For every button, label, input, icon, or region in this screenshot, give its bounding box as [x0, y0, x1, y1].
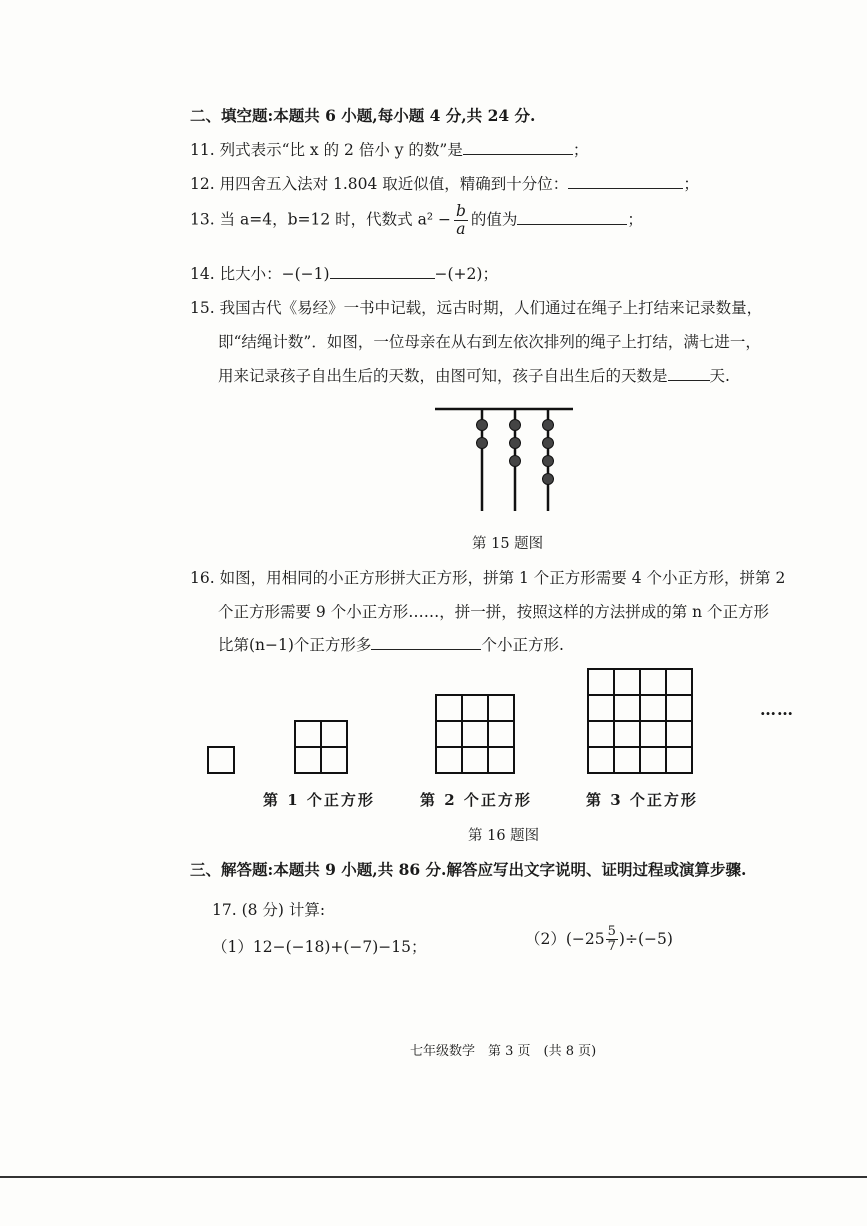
q17-part2: [525, 925, 673, 955]
q15-line3-text: 用来记录孩子自出生后的天数，由图可知，孩子自出生后的天数是: [218, 367, 668, 385]
page-bottom-border: [0, 1176, 867, 1178]
q11-answer-blank[interactable]: [463, 140, 573, 155]
grid-cell: [208, 747, 234, 773]
question-13: [190, 203, 643, 238]
grid-cell: [588, 669, 614, 695]
square-grid-4x4: [588, 669, 692, 773]
square-grid-3x3: [436, 695, 514, 773]
rope-knot: [543, 420, 554, 431]
rope-knot: [543, 474, 554, 485]
q14-prefix: 14. 比大小：−(−1): [190, 265, 330, 283]
q17-title: 17. (8 分) 计算:: [212, 901, 326, 919]
q15-line2: 即“结绳计数”．如图，一位母亲在从右到左依次排列的绳子上打结，满七进一，: [218, 333, 761, 351]
q17-part2-prefix: （2）(−25: [525, 929, 605, 948]
section2-heading: 二、填空题:本题共 6 小题,每小题 4 分,共 24 分.: [190, 106, 536, 125]
grid-cell: [462, 721, 488, 747]
q17-part2-suffix: )÷(−5): [618, 929, 673, 948]
grid-cell: [666, 721, 692, 747]
grid-cell: [462, 695, 488, 721]
q13-frac-den: a: [456, 220, 466, 239]
grid-cell: [640, 669, 666, 695]
q15-line3: [218, 364, 730, 386]
q16-line3-prefix: 比第(n−1)个正方形多: [218, 636, 372, 654]
q16-line3-suffix: 个小正方形.: [481, 636, 564, 654]
q17-part2-fraction: [606, 925, 618, 955]
question-12: [190, 172, 699, 194]
grid-cell: [666, 669, 692, 695]
q14-answer-blank[interactable]: [330, 264, 435, 279]
grid-cell: [321, 747, 347, 773]
q11-end: ；: [572, 141, 589, 159]
grid-cell: [436, 695, 462, 721]
q15-answer-blank[interactable]: [668, 366, 710, 381]
q12-answer-blank[interactable]: [568, 174, 683, 189]
rope-knot: [510, 438, 521, 449]
grid-cell: [640, 721, 666, 747]
q13-suffix: 的值为: [470, 210, 518, 229]
grid-cell: [488, 721, 514, 747]
knotted-ropes-figure: [435, 403, 575, 513]
q16-answer-blank[interactable]: [371, 635, 481, 650]
square-grid-2x2: [295, 721, 347, 773]
grid-cell: [640, 747, 666, 773]
grid-cell: [436, 721, 462, 747]
q17-part2-num: 5: [607, 924, 616, 939]
grid-cell: [588, 721, 614, 747]
q16-line1: 16. 如图，用相同的小正方形拼大正方形，拼第 1 个正方形需要 4 个小正方形，拼第 2: [190, 569, 786, 587]
question-14: [190, 262, 498, 284]
q13-answer-blank[interactable]: [517, 210, 627, 225]
q15-line3-end: 天.: [709, 367, 730, 385]
rope-knot: [543, 438, 554, 449]
rope-knot: [477, 438, 488, 449]
q13-prefix: 13. 当 a=4，b=12 时，代数式 a² −: [190, 210, 451, 229]
q17-part2-den: 7: [607, 939, 616, 955]
grid-cell: [436, 747, 462, 773]
q12-text: 12. 用四舍五入法对 1.804 取近似值，精确到十分位：: [190, 175, 569, 193]
section3-heading: 三、解答题:本题共 9 小题,共 86 分.解答应写出文字说明、证明过程或演算步骤.: [190, 860, 747, 879]
square-label-3: 第 3 个正方形: [586, 791, 698, 809]
grid-cell: [640, 695, 666, 721]
grid-cell: [295, 721, 321, 747]
q16-line2: 个正方形需要 9 个小正方形……，拼一拼，按照这样的方法拼成的第 n 个正方形: [218, 603, 770, 621]
grid-cell: [295, 747, 321, 773]
grid-cell: [666, 695, 692, 721]
grid-cell: [488, 695, 514, 721]
rope-knot: [510, 420, 521, 431]
grid-cell: [614, 747, 640, 773]
grid-cell: [488, 747, 514, 773]
q16-line3: [218, 633, 564, 655]
square-label-2: 第 2 个正方形: [420, 791, 532, 809]
grid-cell: [614, 721, 640, 747]
squares-ellipsis: ……: [760, 700, 794, 719]
question-11: [190, 138, 588, 160]
rope-knot: [477, 420, 488, 431]
grid-cell: [588, 695, 614, 721]
square-label-1: 第 1 个正方形: [263, 791, 375, 809]
q17-part1: （1）12−(−18)+(−7)−15；: [212, 938, 427, 956]
square-grid-1x1: [208, 747, 234, 773]
rope-knot: [510, 456, 521, 467]
grid-cell: [321, 721, 347, 747]
grid-cell: [588, 747, 614, 773]
grid-cell: [614, 669, 640, 695]
q13-end: ；: [627, 210, 643, 229]
squares-figure: [200, 662, 800, 782]
rope-knot: [543, 456, 554, 467]
q14-suffix: −(+2)；: [434, 265, 498, 283]
grid-cell: [666, 747, 692, 773]
page-footer: 七年级数学 第 3 页 (共 8 页): [410, 1044, 597, 1059]
grid-cell: [614, 695, 640, 721]
q13-frac-num: b: [455, 202, 466, 220]
q15-caption: 第 15 题图: [472, 536, 544, 552]
q13-fraction: [454, 203, 468, 238]
q12-end: ；: [683, 175, 699, 193]
q11-text: 11. 列式表示“比 x 的 2 倍小 y 的数”是: [190, 141, 463, 159]
grid-cell: [462, 747, 488, 773]
q16-caption: 第 16 题图: [468, 828, 540, 844]
q15-line1: 15. 我国古代《易经》一书中记载，远古时期，人们通过在绳子上打结来记录数量，: [190, 299, 763, 317]
